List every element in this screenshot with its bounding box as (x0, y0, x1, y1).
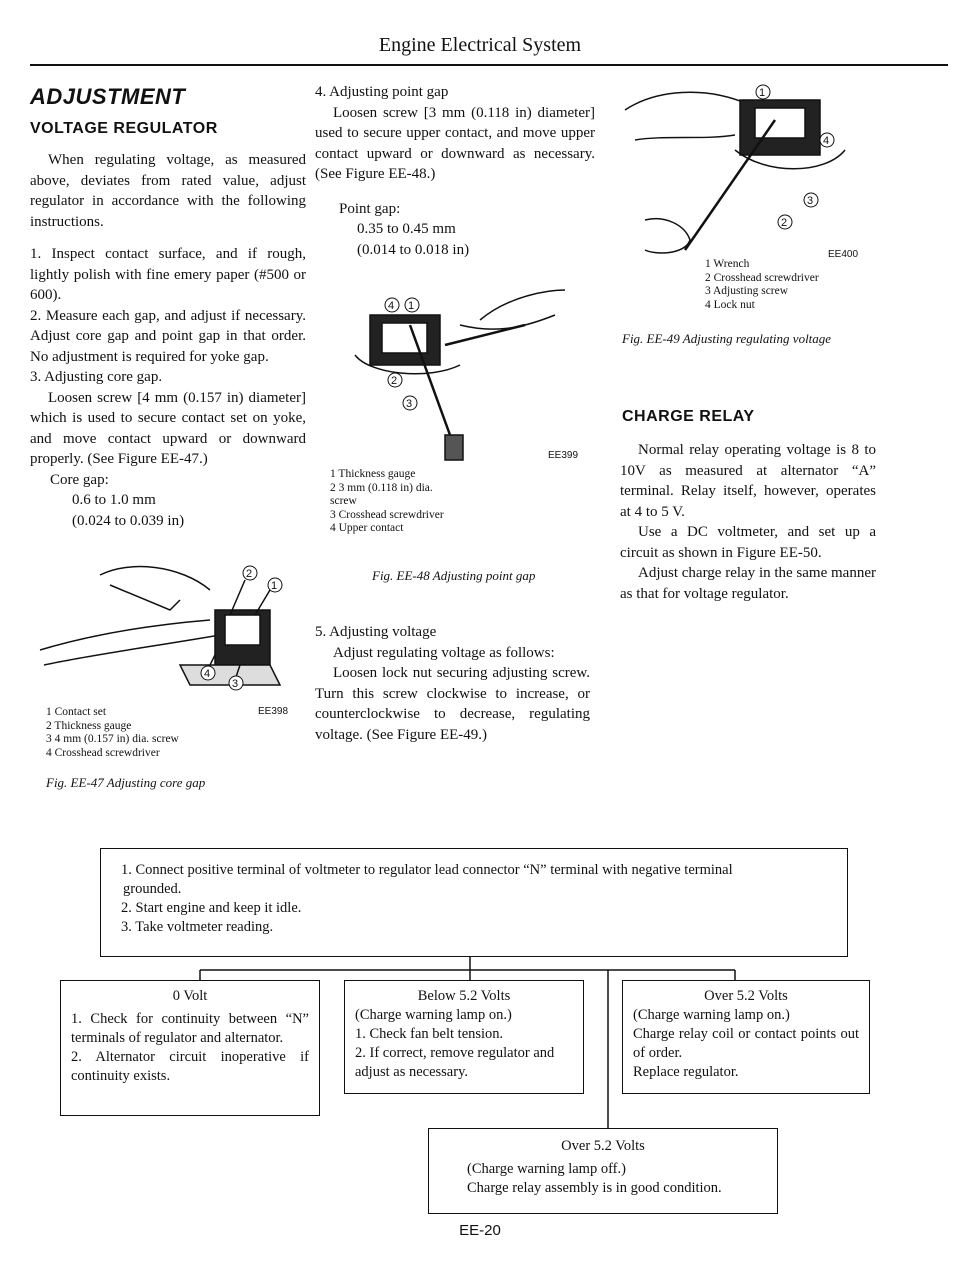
flow-zero-item2: 2. Alternator circuit inoperative if continuity exists. (71, 1049, 309, 1084)
legend-item: 1 Contact set (46, 706, 107, 718)
flow-below-title: Below 5.2 Volts (417, 988, 511, 1004)
core-gap-label: Core gap: (50, 471, 109, 488)
flow-over-on-title: Over 5.2 Volts (704, 988, 788, 1004)
legend-item: 2 3 mm (0.118 in) dia. (330, 481, 433, 494)
flow-below-note: (Charge warning lamp on.) (355, 1007, 512, 1023)
flow-start-line1: 1. Connect positive terminal of voltmeter to regulator lead connector “N” terminal with negative terminal (121, 862, 733, 878)
flow-below-item1: 1. Check fan belt tension. (355, 1026, 504, 1042)
fig47-callout-4: 4 (204, 668, 211, 680)
flow-over-off-note: (Charge warning lamp off.) (467, 1161, 626, 1177)
flow-start-line3: 3. Take voltmeter reading. (121, 919, 274, 935)
subsection-title-charge-relay: CHARGE RELAY (622, 408, 755, 425)
flow-over-on-note: (Charge warning lamp on.) (633, 1007, 790, 1023)
flow-start-line2: 2. Start engine and keep it idle. (121, 900, 302, 916)
core-gap-mm: 0.6 to 1.0 mm (72, 492, 156, 508)
legend-item: 1 Wrench (705, 258, 750, 270)
flow-start-box (100, 848, 848, 957)
fig48-code: EE399 (548, 450, 579, 461)
charge-relay-p3: Adjust charge relay in the same manner as that for voltage regulator. (620, 565, 876, 602)
fig48-caption: Fig. EE-48 Adjusting point gap (372, 568, 536, 583)
fig47-caption: Fig. EE-47 Adjusting core gap (46, 775, 206, 790)
step-3-title: 3. Adjusting core gap. (30, 369, 163, 385)
flow-over-on-body: Charge relay coil or contact points out of order. (633, 1026, 859, 1061)
subsection-title-voltage-regulator: VOLTAGE REGULATOR (30, 120, 218, 137)
legend-item: 4 Crosshead screwdriver (46, 746, 160, 759)
step-1: 1. Inspect contact surface, and if rough, lightly polish with fine emery paper (#500 or 600). (30, 246, 306, 303)
legend-item: 1 Thickness gauge (330, 468, 416, 480)
fig47-code: EE398 (258, 706, 289, 717)
fig49-callout-4: 4 (823, 135, 830, 147)
legend-item: 3 Crosshead screwdriver (330, 508, 444, 521)
flow-start-line1b: grounded. (123, 881, 182, 897)
flow-zero-volt-box (60, 980, 320, 1116)
flow-over-on-body2: Replace regulator. (633, 1064, 739, 1080)
fig47-callout-2: 2 (246, 568, 253, 580)
core-gap-in: (0.024 to 0.039 in) (72, 512, 185, 529)
step-4-title: 4. Adjusting point gap (315, 84, 449, 100)
fig48-callout-1: 1 (408, 300, 415, 312)
step-4-body: Loosen screw [3 mm (0.118 in) diameter] used to secure upper contact, and move upper contact upward or downward as necessary. (See Figure EE-48.) (315, 104, 595, 182)
running-header: Engine Electrical System (378, 34, 582, 56)
page-number: EE-20 (459, 1222, 501, 1239)
fig47-callout-1: 1 (271, 580, 278, 592)
charge-relay-p1: Normal relay operating voltage is 8 to 10V as measured at alternator “A” terminal. Relay itself, however, operates at 4 to 5 V. (620, 442, 876, 520)
fig49-callout-3: 3 (807, 195, 814, 207)
fig47-callout-3: 3 (232, 678, 239, 690)
step-5-line2: Adjust regulating voltage as follows: (333, 644, 555, 661)
fig48-callout-4: 4 (388, 300, 395, 312)
fig49-callout-1: 1 (759, 87, 766, 99)
fig49-code: EE400 (828, 249, 859, 260)
step-2: 2. Measure each gap, and adjust if necessary. Adjust core gap and point gap in that order. No adjustment is required for yoke gap. (30, 307, 306, 365)
charge-relay-p2: Use a DC voltmeter, and set up a circuit as shown in Figure EE-50. (620, 524, 876, 561)
flow-below-item2: 2. If correct, remove regulator and adjust as necessary. (355, 1045, 555, 1080)
fig49-callout-2: 2 (781, 217, 788, 229)
legend-item: 2 Thickness gauge (46, 719, 132, 732)
intro-paragraph: When regulating voltage, as measured above, deviates from rated value, adjust regulator in accordance with the following instructions. (30, 152, 306, 230)
flow-below-box (344, 980, 584, 1094)
flow-zero-item1: 1. Check for continuity between “N” terminals of regulator and alternator. (71, 1011, 309, 1046)
fig48-callout-3: 3 (406, 398, 413, 410)
step-5-body: Loosen lock nut securing adjusting screw. Turn this screw clockwise to increase, or counterclockwise to decrease, regulating voltage. (See Figure EE-49.) (315, 665, 590, 743)
fig48-callout-2: 2 (391, 375, 398, 387)
fig49-caption: Fig. EE-49 Adjusting regulating voltage (622, 331, 832, 346)
flow-over-on-box (622, 980, 870, 1094)
flow-over-off-box (428, 1128, 778, 1214)
legend-item: 4 Upper contact (330, 522, 404, 534)
step-5-title: 5. Adjusting voltage (315, 624, 437, 640)
legend-item: 3 4 mm (0.157 in) dia. screw (46, 733, 179, 745)
legend-item: screw (330, 495, 357, 507)
step-3-body: Loosen screw [4 mm (0.157 in) diameter] which is used to secure contact set on yoke, and move contact upward or downward properly. (See Figure EE-47.) (30, 389, 306, 467)
flow-zero-title: 0 Volt (172, 988, 208, 1004)
section-title-adjustment: ADJUSTMENT (30, 84, 186, 109)
point-gap-in: (0.014 to 0.018 in) (357, 241, 470, 258)
legend-item: 2 Crosshead screwdriver (705, 271, 819, 284)
flow-over-off-title: Over 5.2 Volts (561, 1138, 645, 1154)
legend-item: 3 Adjusting screw (705, 285, 789, 297)
point-gap-label: Point gap: (339, 200, 401, 217)
flow-over-off-body: Charge relay assembly is in good condition. (467, 1180, 722, 1196)
legend-item: 4 Lock nut (705, 298, 755, 311)
point-gap-mm: 0.35 to 0.45 mm (357, 221, 456, 237)
